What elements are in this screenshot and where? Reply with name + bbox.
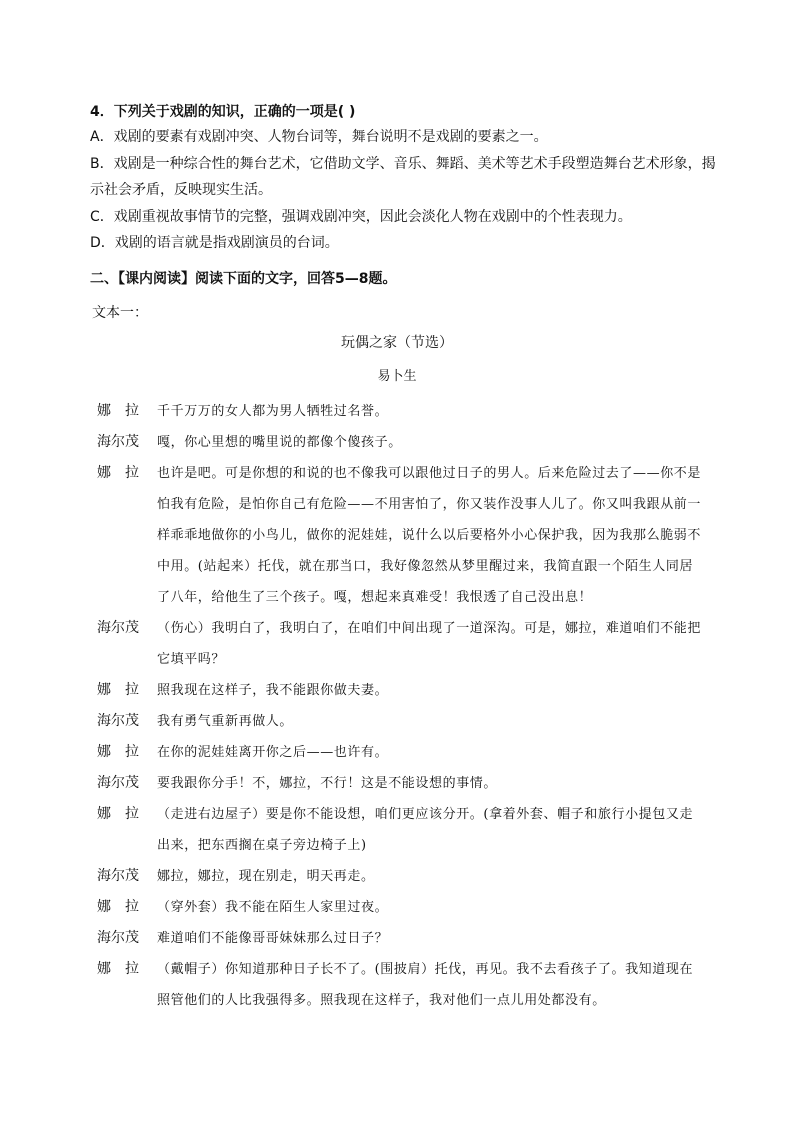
speech-text xyxy=(157,799,737,861)
speech-line: 娜拉，娜拉，现在别走，明天再走。 xyxy=(157,869,375,884)
text-one-label: 文本一： xyxy=(92,305,148,321)
speech-line: 样乖乖地做你的小鸟儿，做你的泥娃娃，说什么以后要格外小心保护我，因为我那么脆弱不 xyxy=(157,528,702,543)
speech-line: （走进右边屋子）要是你不能设想，咱们更应该分开。(拿着外套、帽子和旅行小提包又走 xyxy=(157,807,694,822)
speech-line: 嘎，你心里想的嘴里说的都像个傻孩子。 xyxy=(157,435,402,450)
speech-line: 照管他们的人比我强得多。照我现在这样子，我对他们一点儿用处都没有。 xyxy=(157,993,606,1008)
speech-line: 在你的泥娃娃离开你之后——也许有。 xyxy=(157,745,389,760)
dialogue-line xyxy=(97,923,737,954)
option-c: C．戏剧重视故事情节的完整，强调戏剧冲突，因此会淡化人物在戏剧中的个性表现力。 xyxy=(90,208,632,225)
speech-text xyxy=(157,861,737,892)
dialogue-line xyxy=(97,675,737,706)
dialogue-line xyxy=(97,954,737,1016)
speaker-name: 海尔茂 xyxy=(97,868,139,884)
option-a: A．戏剧的要素有戏剧冲突、人物台词等，舞台说明不是戏剧的要素之一。 xyxy=(90,129,548,145)
speech-line: 我有勇气重新再做人。 xyxy=(157,714,294,729)
speech-text xyxy=(157,768,737,799)
option-b: B．戏剧是一种综合性的舞台艺术，它借助文学、音乐、舞蹈、美术等艺术手段塑造舞台艺术形象，揭 xyxy=(90,155,716,172)
speech-line: 千千万万的女人都为男人牺牲过名誉。 xyxy=(157,404,389,419)
speech-line: 也许是吧。可是你想的和说的也不像我可以跟他过日子的男人。后来危险过去了——你不是 xyxy=(157,466,702,481)
speech-line: 难道咱们不能像哥哥妹妹那么过日子？ xyxy=(157,931,389,946)
speaker-name: 海尔茂 xyxy=(97,620,139,636)
speech-text xyxy=(157,396,737,427)
speech-text xyxy=(157,613,737,675)
speech-text xyxy=(157,675,737,706)
speaker-name: 海尔茂 xyxy=(97,434,139,450)
dialogue-line xyxy=(97,458,737,613)
speech-text xyxy=(157,427,737,458)
speaker-name: 娜拉 xyxy=(97,465,153,481)
option-b-continued: 示社会矛盾，反映现实生活。 xyxy=(90,182,272,198)
option-d: D．戏剧的语言就是指戏剧演员的台词。 xyxy=(90,235,339,251)
question-4-title: 4．下列关于戏剧的知识，正确的一项是( ) xyxy=(90,104,356,120)
speaker-name: 海尔茂 xyxy=(97,775,139,791)
speech-text xyxy=(157,737,737,768)
speech-line: 了八年，给他生了三个孩子。嘎，想起来真难受！我恨透了自己没出息！ xyxy=(157,590,593,605)
speech-text xyxy=(157,706,737,737)
speech-line: 出来，把东西搁在桌子旁边椅子上) xyxy=(157,838,367,853)
speech-text xyxy=(157,923,737,954)
speaker-name: 海尔茂 xyxy=(97,713,139,729)
speech-line: （戴帽子）你知道那种日子长不了。(围披肩）托伐，再见。我不去看孩子了。我知道现在 xyxy=(157,962,694,977)
dialogue-line xyxy=(97,613,737,675)
speech-line: （伤心）我明白了，我明白了，在咱们中间出现了一道深沟。可是，娜拉，难道咱们不能把 xyxy=(157,621,702,636)
speech-text xyxy=(157,892,737,923)
play-script xyxy=(97,396,737,1016)
speaker-name: 娜拉 xyxy=(97,899,153,915)
speech-line: （穿外套）我不能在陌生人家里过夜。 xyxy=(157,900,389,915)
speech-line: 中用。(站起来）托伐，就在那当口，我好像忽然从梦里醒过来，我简直跟一个陌生人同居 xyxy=(157,559,694,574)
dialogue-line xyxy=(97,861,737,892)
play-title: 玩偶之家（节选） xyxy=(341,335,453,351)
dialogue-line xyxy=(97,706,737,737)
speech-text xyxy=(157,954,737,1016)
speech-line: 它填平吗？ xyxy=(157,652,226,667)
speech-text xyxy=(157,458,737,613)
speaker-name: 娜拉 xyxy=(97,806,153,822)
dialogue-line xyxy=(97,396,737,427)
section-2-title: 二、【课内阅读】阅读下面的文字，回答5—8题。 xyxy=(90,271,397,287)
dialogue-line xyxy=(97,427,737,458)
speaker-name: 娜拉 xyxy=(97,744,153,760)
dialogue-line xyxy=(97,799,737,861)
play-author: 易卜生 xyxy=(377,369,417,384)
speech-line: 照我现在这样子，我不能跟你做夫妻。 xyxy=(157,683,389,698)
speaker-name: 娜拉 xyxy=(97,403,153,419)
speaker-name: 海尔茂 xyxy=(97,930,139,946)
dialogue-line xyxy=(97,768,737,799)
question-4 xyxy=(90,100,730,257)
speaker-name: 娜拉 xyxy=(97,961,153,977)
speaker-name: 娜拉 xyxy=(97,682,153,698)
dialogue-line xyxy=(97,737,737,768)
speech-line: 要我跟你分手！不，娜拉，不行！这是不能设想的事情。 xyxy=(157,776,498,791)
dialogue-line xyxy=(97,892,737,923)
speech-line: 怕我有危险，是怕你自己有危险——不用害怕了，你又装作没事人儿了。你又叫我跟从前一 xyxy=(157,497,702,512)
